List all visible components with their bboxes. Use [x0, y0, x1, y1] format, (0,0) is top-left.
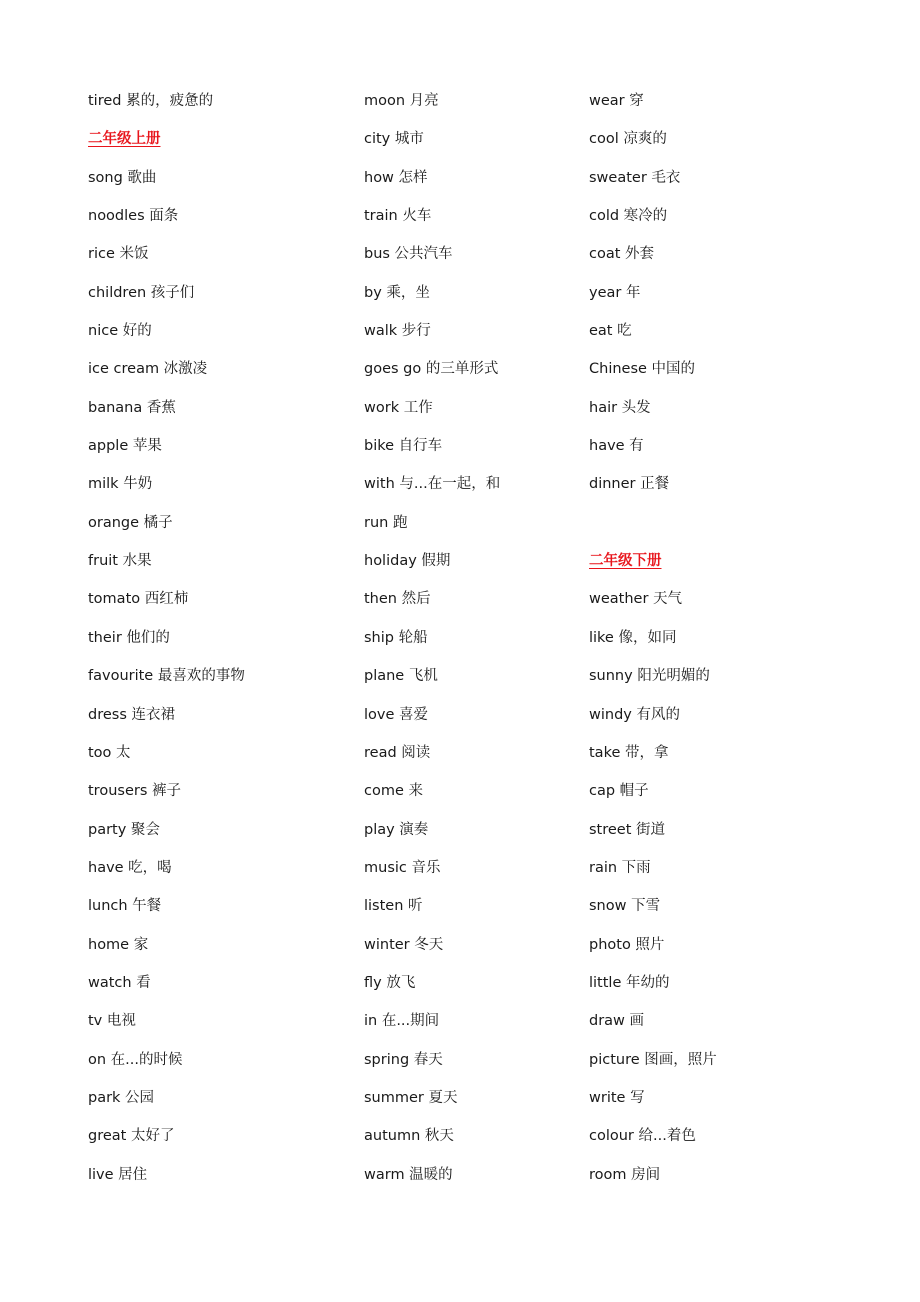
vocabulary-entry: holiday 假期 — [364, 553, 451, 570]
vocabulary-entry: rain 下雨 — [589, 859, 651, 876]
vocabulary-entry: autumn 秋天 — [364, 1128, 454, 1145]
vocabulary-entry: with 与...在一起，和 — [364, 476, 501, 493]
vocabulary-entry: walk 步行 — [364, 323, 431, 340]
vocabulary-entry: watch 看 — [88, 974, 151, 991]
vocabulary-entry: fly 放飞 — [364, 974, 416, 991]
vocabulary-entry: cold 寒冷的 — [589, 208, 668, 225]
vocabulary-entry: train 火车 — [364, 208, 432, 225]
vocabulary-entry: plane 飞机 — [364, 668, 438, 685]
vocabulary-entry: nice 好的 — [88, 323, 152, 340]
vocabulary-entry: take 带，拿 — [589, 744, 669, 761]
vocabulary-entry: banana 香蕉 — [88, 399, 176, 416]
vocabulary-entry: in 在...期间 — [364, 1013, 440, 1030]
vocabulary-entry: snow 下雪 — [589, 898, 661, 915]
vocabulary-entry: eat 吃 — [589, 323, 632, 340]
vocabulary-entry: music 音乐 — [364, 859, 441, 876]
vocabulary-entry: by 乘，坐 — [364, 284, 430, 301]
vocabulary-entry: have 有 — [589, 438, 644, 455]
vocabulary-entry: cool 凉爽的 — [589, 131, 667, 148]
vocabulary-entry: favourite 最喜欢的事物 — [88, 668, 245, 685]
vocabulary-entry: year 年 — [589, 284, 641, 301]
vocabulary-entry: read 阅读 — [364, 744, 431, 761]
vocabulary-entry: trousers 裤子 — [88, 783, 181, 800]
vocabulary-entry: picture 图画，照片 — [589, 1051, 717, 1068]
vocabulary-entry: spring 春天 — [364, 1051, 443, 1068]
vocabulary-entry: party 聚会 — [88, 821, 160, 838]
vocabulary-entry: wear 穿 — [589, 93, 644, 109]
vocabulary-entry: Chinese 中国的 — [589, 361, 696, 378]
vocabulary-entry: moon 月亮 — [364, 93, 439, 109]
vocabulary-entry: run 跑 — [364, 514, 408, 531]
vocabulary-entry: summer 夏天 — [364, 1089, 458, 1106]
vocabulary-entry: listen 听 — [364, 898, 423, 915]
vocabulary-entry: room 房间 — [589, 1166, 661, 1183]
vocabulary-entry: live 居住 — [88, 1166, 148, 1183]
section-heading: 二年级下册 — [589, 553, 662, 570]
vocabulary-entry: hair 头发 — [589, 399, 651, 416]
vocabulary-entry: rice 米饭 — [88, 246, 149, 263]
vocabulary-column-2 — [364, 82, 574, 1194]
vocabulary-entry: ice cream 冰激凌 — [88, 361, 208, 378]
vocabulary-entry: work 工作 — [364, 399, 433, 416]
vocabulary-entry: park 公园 — [88, 1089, 155, 1106]
vocabulary-entry: too 太 — [88, 744, 131, 761]
vocabulary-entry: then 然后 — [364, 591, 431, 608]
vocabulary-entry: windy 有风的 — [589, 706, 680, 723]
vocabulary-entry: goes go 的三单形式 — [364, 361, 499, 378]
vocabulary-entry: dress 连衣裙 — [88, 706, 175, 723]
vocabulary-entry: song 歌曲 — [88, 169, 157, 186]
vocabulary-entry: fruit 水果 — [88, 553, 152, 570]
vocabulary-entry: coat 外套 — [589, 246, 655, 263]
vocabulary-entry: come 来 — [364, 783, 423, 800]
vocabulary-entry: sunny 阳光明媚的 — [589, 668, 710, 685]
vocabulary-column-3 — [589, 82, 849, 1194]
vocabulary-entry: sweater 毛衣 — [589, 169, 681, 186]
vocabulary-entry: city 城市 — [364, 131, 424, 148]
vocabulary-entry: orange 橘子 — [88, 514, 173, 531]
vocabulary-entry: have 吃，喝 — [88, 859, 172, 876]
vocabulary-entry: home 家 — [88, 936, 149, 953]
vocabulary-entry: their 他们的 — [88, 629, 170, 646]
vocabulary-entry: great 太好了 — [88, 1128, 175, 1145]
vocabulary-entry: street 街道 — [589, 821, 666, 838]
vocabulary-entry: little 年幼的 — [589, 974, 670, 991]
vocabulary-entry: play 演奏 — [364, 821, 429, 838]
vocabulary-entry: ship 轮船 — [364, 629, 428, 646]
vocabulary-entry: apple 苹果 — [88, 438, 162, 455]
vocabulary-entry: dinner 正餐 — [589, 476, 670, 493]
vocabulary-entry: like 像，如同 — [589, 629, 677, 646]
vocabulary-entry: noodles 面条 — [88, 208, 179, 225]
vocabulary-entry: weather 天气 — [589, 591, 683, 608]
vocabulary-entry: tv 电视 — [88, 1013, 136, 1030]
vocabulary-entry: children 孩子们 — [88, 284, 195, 301]
vocabulary-entry: tired 累的，疲惫的 — [88, 93, 214, 109]
vocabulary-entry: bike 自行车 — [364, 438, 443, 455]
vocabulary-entry: how 怎样 — [364, 169, 428, 186]
vocabulary-entry: tomato 西红柿 — [88, 591, 189, 608]
vocabulary-entry: warm 温暖的 — [364, 1166, 453, 1183]
vocabulary-entry: milk 牛奶 — [88, 476, 153, 493]
vocabulary-entry: on 在...的时候 — [88, 1051, 183, 1068]
vocabulary-entry: write 写 — [589, 1089, 645, 1106]
vocabulary-entry: winter 冬天 — [364, 936, 444, 953]
vocabulary-entry: lunch 午餐 — [88, 898, 162, 915]
vocabulary-entry: colour 给...着色 — [589, 1128, 696, 1145]
vocabulary-entry: bus 公共汽车 — [364, 246, 453, 263]
vocabulary-column-1 — [88, 82, 348, 1194]
blank-row — [589, 504, 849, 542]
vocabulary-entry: draw 画 — [589, 1013, 645, 1030]
section-heading: 二年级上册 — [88, 131, 161, 148]
vocabulary-entry: cap 帽子 — [589, 783, 649, 800]
vocabulary-entry: love 喜爱 — [364, 706, 429, 723]
vocabulary-entry: photo 照片 — [589, 936, 665, 953]
